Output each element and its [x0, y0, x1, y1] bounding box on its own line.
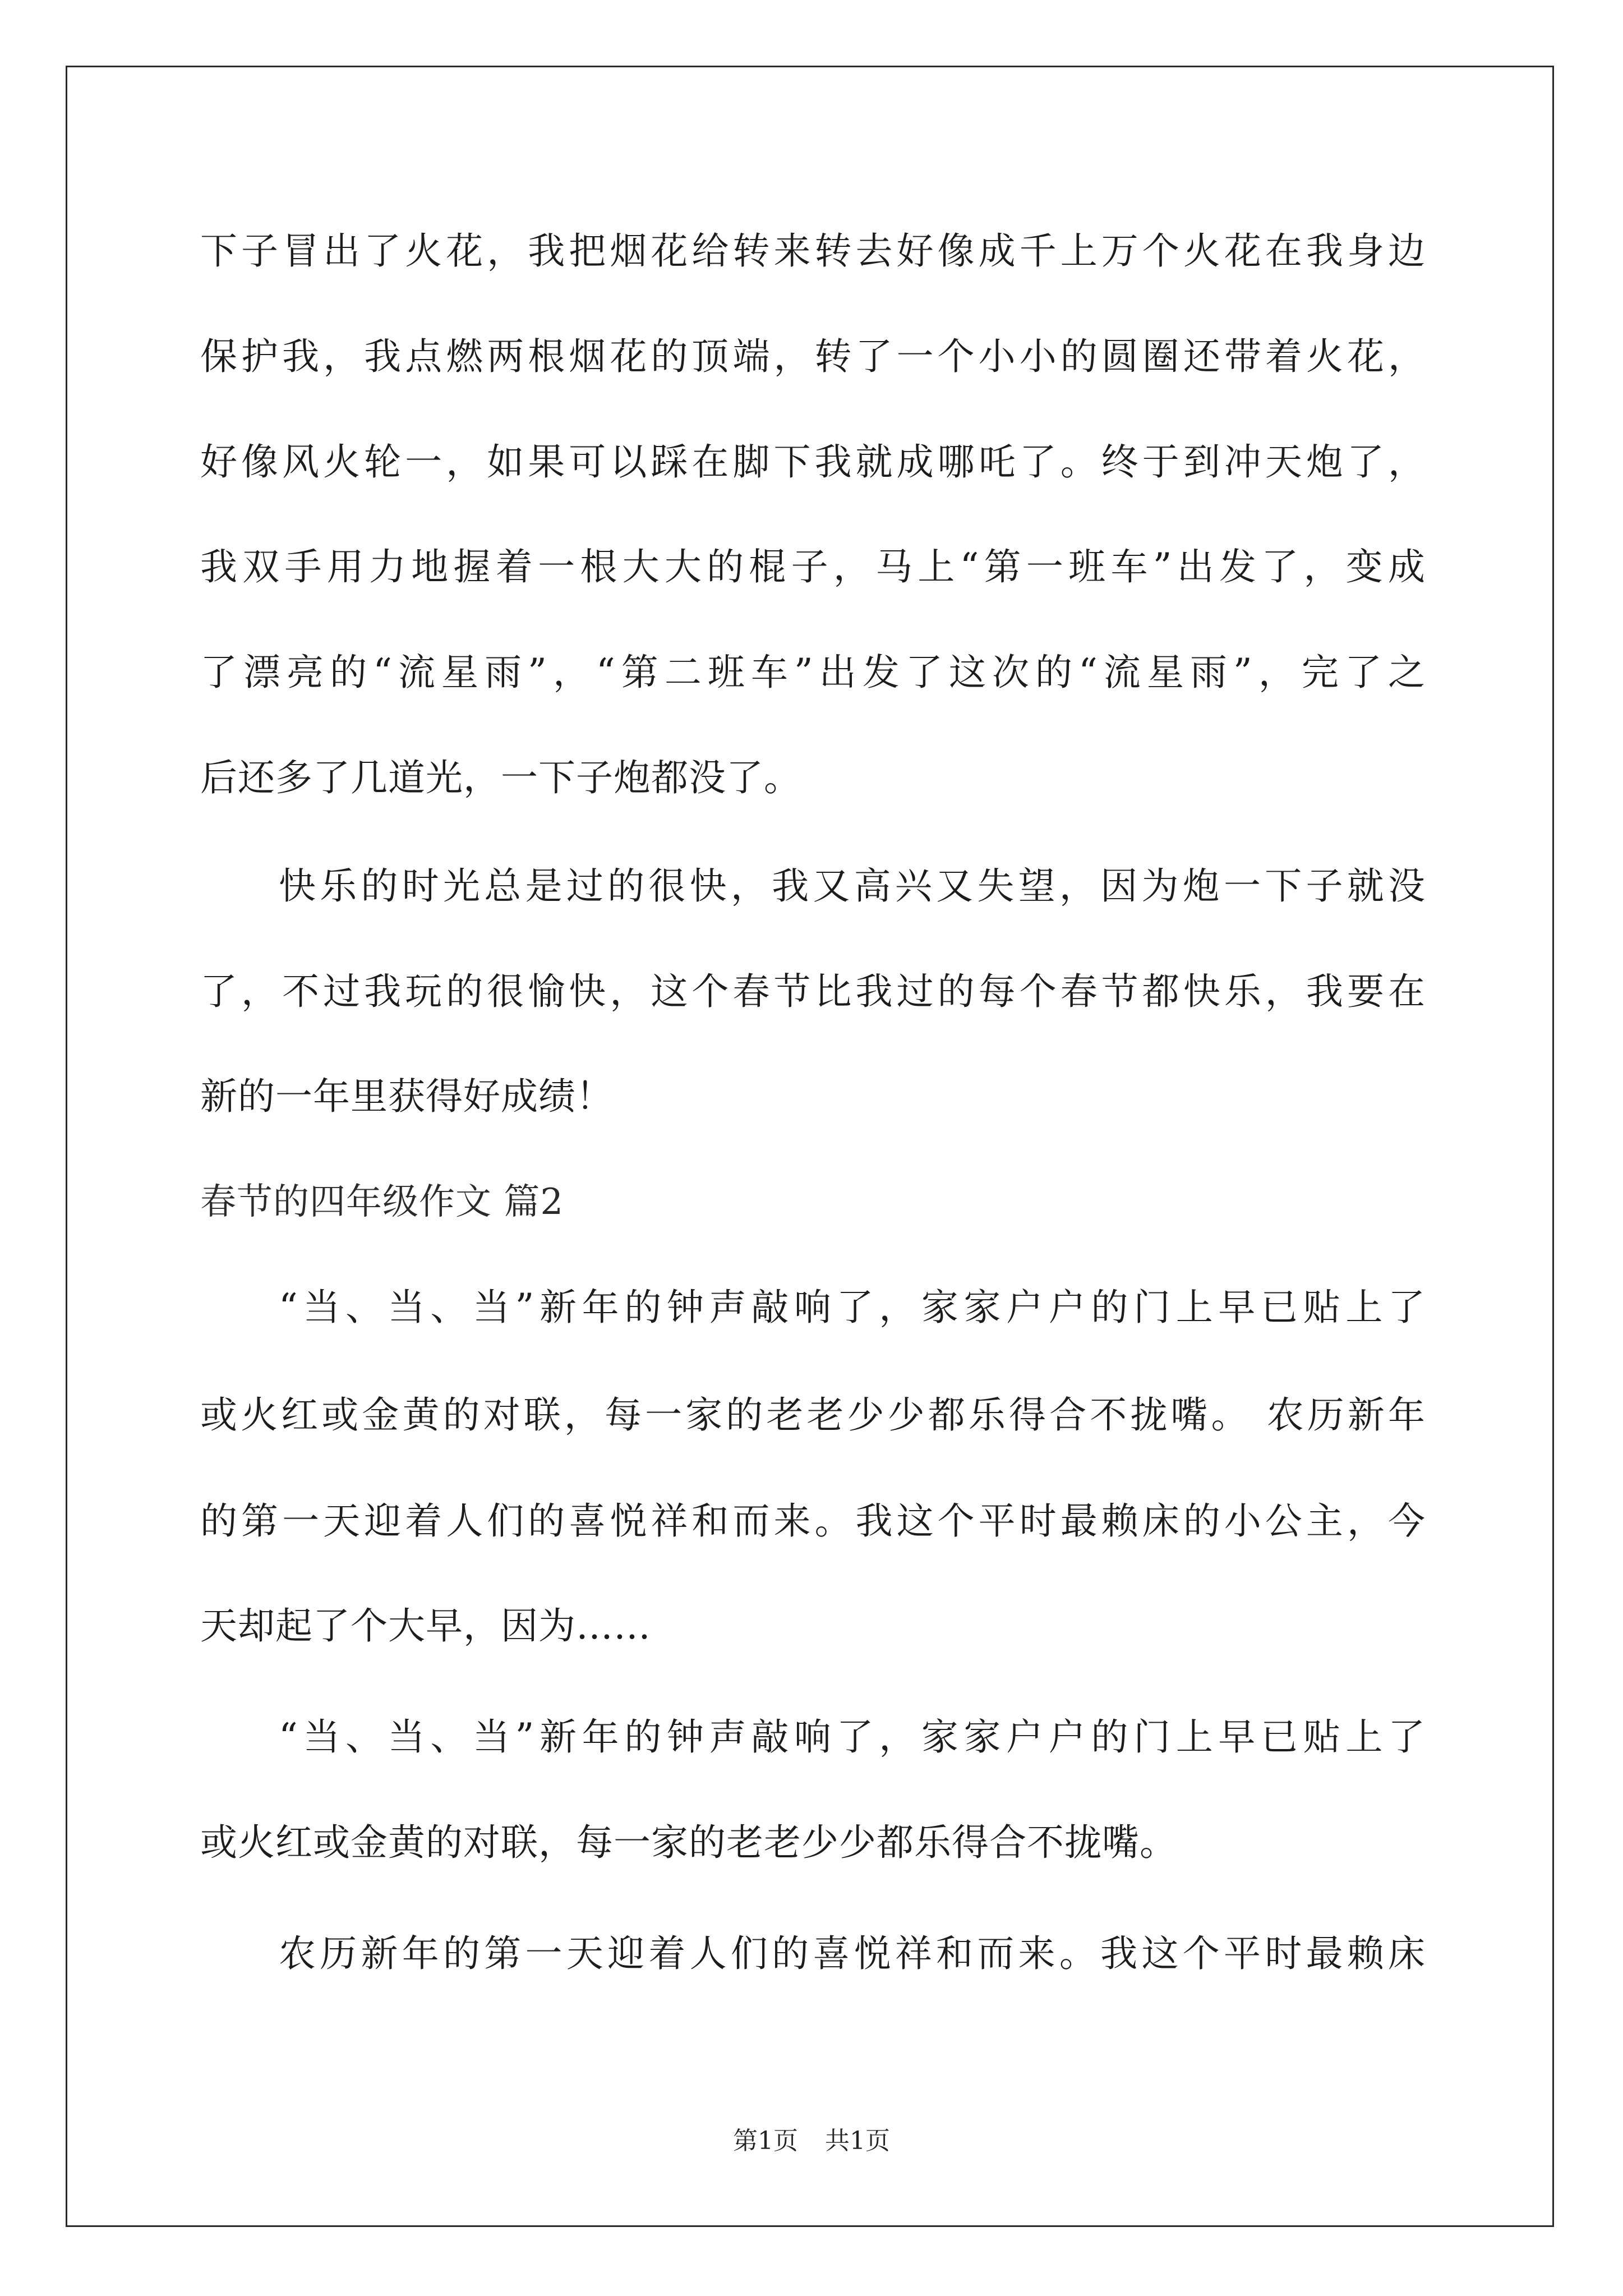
page-footer [0, 2124, 1623, 2158]
text-line: 好像风火轮一，如果可以踩在脚下我就成哪吒了。终于到冲天炮了， [200, 440, 1426, 484]
text-line: “当、当、当”新年的钟声敲响了，家家户户的门上早已贴上了 [279, 1715, 1426, 1759]
text-line: 了，不过我玩的很愉快，这个春节比我过的每个春节都快乐，我要在 [200, 970, 1426, 1013]
text-line: 的第一天迎着人们的喜悦祥和而来。我这个平时最赖床的小公主，今 [200, 1499, 1426, 1543]
section-heading: 春节的四年级作文 篇2 [200, 1181, 564, 1223]
text-line: 下子冒出了火花，我把烟花给转来转去好像成千上万个火花在我身边 [200, 229, 1426, 273]
text-line: 农历新年的第一天迎着人们的喜悦祥和而来。我这个平时最赖床 [279, 1932, 1426, 1975]
page-total: 共1页 [825, 2127, 890, 2155]
text-line: “当、当、当”新年的钟声敲响了，家家户户的门上早已贴上了 [279, 1286, 1426, 1329]
page-number: 第1页 [733, 2127, 798, 2155]
text-line: 我双手用力地握着一根大大的棍子，马上“第一班车”出发了，变成 [200, 545, 1426, 588]
text-line: 快乐的时光总是过的很快，我又高兴又失望，因为炮一下子就没 [279, 864, 1426, 908]
text-line: 或火红或金黄的对联，每一家的老老少少都乐得合不拢嘴。 农历新年 [200, 1393, 1426, 1437]
page-border [66, 66, 1554, 2227]
text-line: 天却起了个大早，因为…… [200, 1604, 651, 1648]
text-line: 了漂亮的“流星雨”，“第二班车”出发了这次的“流星雨”，完了之 [200, 651, 1426, 694]
text-line: 后还多了几道光，一下子炮都没了。 [200, 756, 801, 799]
text-line: 或火红或金黄的对联，每一家的老老少少都乐得合不拢嘴。 [200, 1821, 1177, 1864]
text-line: 保护我，我点燃两根烟花的顶端，转了一个小小的圆圈还带着火花， [200, 335, 1426, 378]
text-line: 新的一年里获得好成绩！ [200, 1075, 614, 1118]
